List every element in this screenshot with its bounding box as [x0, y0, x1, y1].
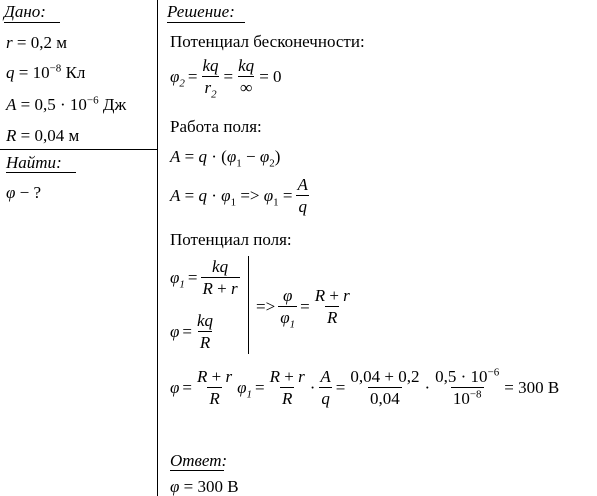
answer-value	[170, 478, 239, 495]
find-title-text: Найти	[6, 153, 57, 172]
find-phi-symbol: φ	[6, 183, 16, 202]
given-q-unit: Кл	[61, 63, 86, 82]
given-A	[6, 96, 126, 113]
system-bracket	[248, 256, 249, 354]
solution-title-text: Решение	[167, 2, 230, 21]
find-title-underline	[6, 172, 76, 173]
formula-work-phi1: $A = q \cdot \varphi_1 => \varphi_1$ = $\frac{A}{q}$	[170, 175, 308, 216]
given-r	[6, 34, 67, 51]
answer-title-text: Ответ	[170, 451, 222, 470]
fraction-kq-infinity: $\frac{kq}{\infty}$	[238, 56, 255, 97]
heading-field-potential: Потенциал поля:	[170, 230, 292, 249]
fraction-numeric-distance: $\frac{0,04 + 0,2}{0,04}$	[350, 367, 420, 408]
answer-title-colon: :	[221, 451, 228, 470]
solution-title-underline	[167, 22, 245, 23]
given-R-value: = 0,04 м	[16, 126, 80, 145]
given-A-symbol: A	[6, 95, 17, 114]
given-q-exponent: −8	[49, 62, 62, 75]
fraction-kq-R-plus-r: $\frac{kq}{R + r}$	[202, 257, 238, 298]
fraction-R-plus-r-over-R-b: $\frac{R + r}{R}$	[269, 367, 305, 408]
fraction-kq-r2: $\frac{kq}{r_2}$	[202, 56, 219, 101]
given-title-underline	[4, 22, 60, 23]
given-A-exponent: −6	[86, 94, 99, 107]
given-q-base: = 10	[14, 63, 50, 82]
fraction-A-over-q: $\frac{A}{q}$	[320, 367, 331, 408]
given-q-symbol: q	[6, 63, 15, 82]
equals-sign: =	[223, 67, 234, 86]
equals-sign: =	[187, 67, 198, 86]
fraction-R-plus-r-over-R-a: $\frac{R + r}{R}$	[197, 367, 233, 408]
fraction-R-plus-r-R: $\frac{R + r}{R}$	[314, 286, 350, 327]
solution-title-colon: :	[229, 2, 235, 21]
given-A-base: = 0,5 · 10	[16, 95, 87, 114]
given-find-divider	[0, 149, 157, 150]
answer-title	[170, 452, 227, 469]
given-A-unit: Дж	[98, 95, 127, 114]
given-title-text: Дано	[4, 2, 41, 21]
answer-phi-value: = 300 В	[179, 477, 239, 496]
formula-phi-kq: φ = $\frac{kq}{R}$	[170, 311, 214, 352]
given-R	[6, 127, 79, 144]
answer-phi-symbol: φ	[170, 477, 180, 496]
given-title	[4, 3, 46, 20]
find-phi-question: − ?	[15, 183, 42, 202]
fraction-kq-R: $\frac{kq}{R}$	[197, 311, 214, 352]
formula-work-diff: $A = q \cdot (\varphi_1 - \varphi_2)$	[170, 147, 281, 170]
given-q	[6, 64, 85, 81]
column-divider	[157, 0, 158, 496]
solution-title	[167, 3, 235, 20]
formula-ratio: => $\frac{\varphi}{\varphi_1}$ = $\frac{R + r}{R}$	[256, 286, 350, 331]
phi2-term: $\varphi_2$	[170, 67, 185, 90]
given-r-value: = 0,2 м	[12, 33, 67, 52]
find-title	[6, 154, 62, 171]
fraction-phi-phi1: $\frac{\varphi}{\varphi_1}$	[280, 286, 296, 331]
heading-field-work: Работа поля:	[170, 117, 262, 136]
given-r-symbol: r	[6, 33, 13, 52]
formula-phi1-kq: $\varphi_1$ = $\frac{kq}{R + r}$	[170, 257, 238, 298]
fraction-A-q: $\frac{A}{q}$	[297, 175, 308, 216]
equals-zero: = 0	[259, 67, 282, 86]
given-R-symbol: R	[6, 126, 17, 145]
heading-infinity-potential: Потенциал бесконечности:	[170, 32, 365, 51]
answer-title-underline	[170, 470, 224, 471]
given-title-colon: :	[40, 2, 46, 21]
formula-final: φ = $\frac{R + r}{R}$ $\varphi_1$ = $\frac{R + r}{R}$ · $\frac{A}{q}$ = $\frac{0,04 + 0,2}{0,04}$ · $\frac{0,5 \cdot 10^{-6}}{10^{-8}}$ = 300 В	[170, 366, 560, 408]
find-title-colon: :	[56, 153, 62, 172]
formula-phi2	[170, 56, 285, 101]
find-phi	[6, 184, 41, 201]
fraction-numeric-work-charge: $\frac{0,5 \cdot 10^{-6}}{10^{-8}}$	[435, 366, 500, 408]
